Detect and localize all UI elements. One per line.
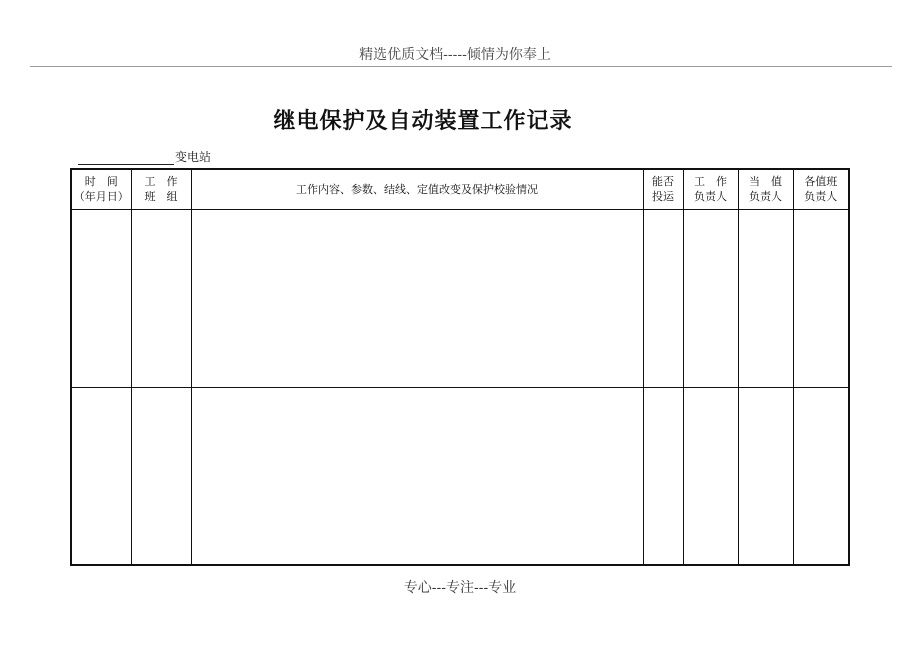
page-header-text: 精选优质文档-----倾情为你奉上: [359, 47, 551, 63]
header-divider: [30, 66, 892, 67]
header-shift-leader: [793, 169, 849, 209]
cell-work-leader[interactable]: [683, 387, 738, 565]
station-name-blank[interactable]: [78, 152, 174, 165]
cell-shift-leader[interactable]: [793, 209, 849, 387]
cell-work-leader[interactable]: [683, 209, 738, 387]
cell-can-operate[interactable]: [643, 387, 683, 565]
header-content: [191, 169, 643, 209]
header-duty-leader-line1: 当 值: [749, 175, 782, 189]
header-time-line2: （年月日）: [73, 190, 129, 204]
header-work-leader: [683, 169, 738, 209]
table-row: [71, 209, 849, 387]
header-can-operate-line2: 投运: [652, 190, 674, 204]
header-work-leader-line1: 工 作: [694, 175, 727, 189]
header-team-line1: 工 作: [144, 175, 178, 189]
header-work-leader-line2: 负责人: [694, 190, 727, 204]
station-label: 变电站: [175, 150, 212, 164]
cell-team[interactable]: [131, 209, 191, 387]
header-can-operate-line1: 能否: [652, 175, 674, 189]
header-team: [131, 169, 191, 209]
cell-content[interactable]: [191, 209, 643, 387]
cell-content[interactable]: [191, 387, 643, 565]
work-record-table: [70, 168, 850, 566]
header-content-line1: 工作内容、参数、结线、定值改变及保护校验情况: [296, 182, 538, 196]
header-shift-leader-line1: 各值班: [804, 175, 838, 189]
header-can-operate: [643, 169, 683, 209]
header-shift-leader-line2: 负责人: [804, 190, 838, 204]
cell-duty-leader[interactable]: [738, 209, 793, 387]
header-team-line2: 班 组: [144, 190, 178, 204]
cell-can-operate[interactable]: [643, 209, 683, 387]
cell-duty-leader[interactable]: [738, 387, 793, 565]
table-header-row: [71, 169, 849, 209]
table-row: [71, 387, 849, 565]
document-title: 继电保护及自动装置工作记录: [273, 109, 573, 134]
header-time-line1: 时 间: [84, 175, 118, 189]
station-field: [78, 148, 211, 165]
cell-time[interactable]: [71, 209, 131, 387]
header-time: [71, 169, 131, 209]
cell-shift-leader[interactable]: [793, 387, 849, 565]
cell-time[interactable]: [71, 387, 131, 565]
header-duty-leader: [738, 169, 793, 209]
page-footer-text: 专心---专注---专业: [403, 580, 517, 596]
cell-team[interactable]: [131, 387, 191, 565]
header-duty-leader-line2: 负责人: [749, 190, 782, 204]
